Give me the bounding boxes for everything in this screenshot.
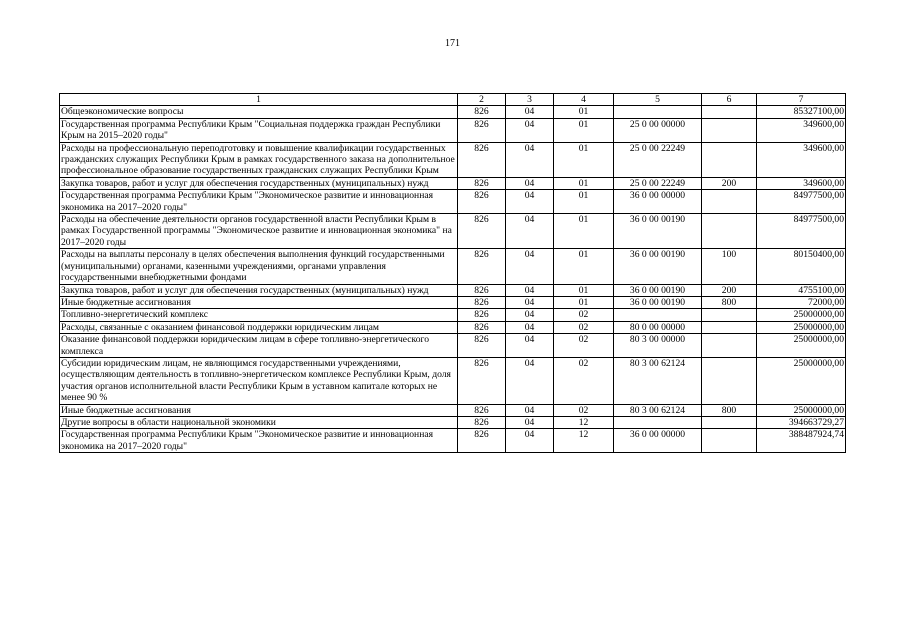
row-name-cell: Расходы на выплаты персоналу в целях обеспечения выполнения функций государственными (муниципальными) органами, казенными учреждениями, органами управления государственными внебюджетными фондами [60,249,458,284]
table-header-row [60,94,846,106]
row-csr-cell: 36 0 00 00190 [614,284,702,296]
row-csr-cell: 80 3 00 62124 [614,357,702,404]
row-pr-cell: 02 [554,404,614,416]
table-row [60,142,846,177]
table-row [60,334,846,358]
row-amount-cell: 25000000,00 [757,321,846,333]
table-row [60,309,846,321]
row-amount-cell: 72000,00 [757,296,846,308]
row-pr-cell: 12 [554,429,614,453]
row-name-cell: Государственная программа Республики Крым "Социальная поддержка граждан Республики Крым на 2015–2020 годы" [60,118,458,142]
row-vr-cell [702,357,757,404]
row-amount-cell: 25000000,00 [757,357,846,404]
row-pr-cell: 02 [554,309,614,321]
column-header: 2 [458,94,506,106]
table-row [60,321,846,333]
table-row [60,357,846,404]
row-vr-cell [702,309,757,321]
row-vr-cell [702,429,757,453]
table-row [60,177,846,189]
row-name-cell: Общеэкономические вопросы [60,106,458,118]
row-name-cell: Топливно-энергетический комплекс [60,309,458,321]
row-amount-cell: 388487924,74 [757,429,846,453]
row-amount-cell: 25000000,00 [757,309,846,321]
row-pr-cell: 02 [554,321,614,333]
row-name-cell: Иные бюджетные ассигнования [60,296,458,308]
row-name-cell: Расходы на обеспечение деятельности органов государственной власти Республики Крым в рамках Государственной программы "Экономическое развитие и инновационная экономика" на 2017–2020 годы [60,214,458,249]
row-pr-cell: 01 [554,296,614,308]
row-pr-cell: 01 [554,190,614,214]
row-amount-cell: 84977500,00 [757,190,846,214]
row-vr-cell: 200 [702,177,757,189]
row-name-cell: Государственная программа Республики Крым "Экономическое развитие и инновационная экономика на 2017–2020 годы" [60,190,458,214]
budget-table [59,93,846,453]
row-amount-cell: 84977500,00 [757,214,846,249]
row-grbs-cell: 826 [458,357,506,404]
row-csr-cell: 25 0 00 00000 [614,118,702,142]
row-vr-cell [702,416,757,428]
row-rz-cell: 04 [506,106,554,118]
row-vr-cell [702,118,757,142]
row-grbs-cell: 826 [458,118,506,142]
row-amount-cell: 25000000,00 [757,334,846,358]
row-grbs-cell: 826 [458,296,506,308]
row-amount-cell: 25000000,00 [757,404,846,416]
row-rz-cell: 04 [506,321,554,333]
row-vr-cell [702,214,757,249]
row-pr-cell: 01 [554,118,614,142]
row-csr-cell: 36 0 00 00000 [614,429,702,453]
row-rz-cell: 04 [506,357,554,404]
row-vr-cell: 800 [702,404,757,416]
row-pr-cell: 01 [554,284,614,296]
row-grbs-cell: 826 [458,249,506,284]
row-pr-cell: 01 [554,106,614,118]
table-row [60,190,846,214]
page-number: 171 [445,38,460,49]
row-vr-cell [702,321,757,333]
row-rz-cell: 04 [506,190,554,214]
row-vr-cell: 100 [702,249,757,284]
row-csr-cell [614,416,702,428]
row-grbs-cell: 826 [458,416,506,428]
row-rz-cell: 04 [506,249,554,284]
row-vr-cell: 800 [702,296,757,308]
row-grbs-cell: 826 [458,190,506,214]
row-rz-cell: 04 [506,284,554,296]
row-rz-cell: 04 [506,429,554,453]
row-grbs-cell: 826 [458,404,506,416]
row-csr-cell: 25 0 00 22249 [614,142,702,177]
row-rz-cell: 04 [506,309,554,321]
row-name-cell: Субсидии юридическим лицам, не являющимся государственными учреждениями, осуществляющим деятельность в топливно-энергетическом комплексе Республики Крым, доля участия органов исполнительной власти Республики Крым в уставном капитале которых не менее 90 % [60,357,458,404]
row-csr-cell: 25 0 00 22249 [614,177,702,189]
row-pr-cell: 01 [554,214,614,249]
column-header: 5 [614,94,702,106]
table-row [60,214,846,249]
row-grbs-cell: 826 [458,214,506,249]
column-header: 4 [554,94,614,106]
row-csr-cell: 36 0 00 00190 [614,296,702,308]
row-rz-cell: 04 [506,177,554,189]
row-name-cell: Государственная программа Республики Крым "Экономическое развитие и инновационная экономика на 2017–2020 годы" [60,429,458,453]
row-name-cell: Закупка товаров, работ и услуг для обеспечения государственных (муниципальных) нужд [60,177,458,189]
row-grbs-cell: 826 [458,142,506,177]
row-amount-cell: 349600,00 [757,142,846,177]
row-amount-cell: 85327100,00 [757,106,846,118]
row-csr-cell: 80 3 00 00000 [614,334,702,358]
row-rz-cell: 04 [506,118,554,142]
row-name-cell: Расходы на профессиональную переподготовку и повышение квалификации государственных гражданских служащих Республики Крым в рамках государственного заказа на дополнительное профессиональное образование государственных гражданских служащих Республики Крым [60,142,458,177]
row-grbs-cell: 826 [458,429,506,453]
row-grbs-cell: 826 [458,309,506,321]
table-row [60,429,846,453]
row-pr-cell: 12 [554,416,614,428]
table-row [60,404,846,416]
row-vr-cell [702,334,757,358]
column-header: 3 [506,94,554,106]
row-grbs-cell: 826 [458,321,506,333]
column-header: 1 [60,94,458,106]
row-grbs-cell: 826 [458,334,506,358]
row-pr-cell: 01 [554,142,614,177]
column-header: 7 [757,94,846,106]
row-grbs-cell: 826 [458,284,506,296]
row-name-cell: Иные бюджетные ассигнования [60,404,458,416]
row-csr-cell: 80 0 00 00000 [614,321,702,333]
column-header: 6 [702,94,757,106]
row-rz-cell: 04 [506,214,554,249]
table-row [60,416,846,428]
row-rz-cell: 04 [506,296,554,308]
row-rz-cell: 04 [506,404,554,416]
table-row [60,249,846,284]
row-csr-cell: 36 0 00 00190 [614,249,702,284]
row-csr-cell: 36 0 00 00190 [614,214,702,249]
row-csr-cell [614,309,702,321]
row-name-cell: Расходы, связанные с оказанием финансовой поддержки юридическим лицам [60,321,458,333]
row-name-cell: Оказание финансовой поддержки юридическим лицам в сфере топливно-энергетического комплекса [60,334,458,358]
row-csr-cell [614,106,702,118]
row-vr-cell [702,142,757,177]
row-vr-cell [702,190,757,214]
row-rz-cell: 04 [506,416,554,428]
row-pr-cell: 01 [554,249,614,284]
table-row [60,106,846,118]
row-pr-cell: 01 [554,177,614,189]
row-csr-cell: 36 0 00 00000 [614,190,702,214]
row-name-cell: Другие вопросы в области национальной экономики [60,416,458,428]
row-amount-cell: 4755100,00 [757,284,846,296]
row-amount-cell: 349600,00 [757,118,846,142]
row-pr-cell: 02 [554,334,614,358]
row-rz-cell: 04 [506,142,554,177]
row-amount-cell: 80150400,00 [757,249,846,284]
table-row [60,296,846,308]
row-amount-cell: 349600,00 [757,177,846,189]
row-amount-cell: 394663729,27 [757,416,846,428]
row-pr-cell: 02 [554,357,614,404]
row-rz-cell: 04 [506,334,554,358]
row-name-cell: Закупка товаров, работ и услуг для обеспечения государственных (муниципальных) нужд [60,284,458,296]
table-row [60,284,846,296]
row-grbs-cell: 826 [458,177,506,189]
row-vr-cell [702,106,757,118]
row-vr-cell: 200 [702,284,757,296]
table-row [60,118,846,142]
row-grbs-cell: 826 [458,106,506,118]
row-csr-cell: 80 3 00 62124 [614,404,702,416]
